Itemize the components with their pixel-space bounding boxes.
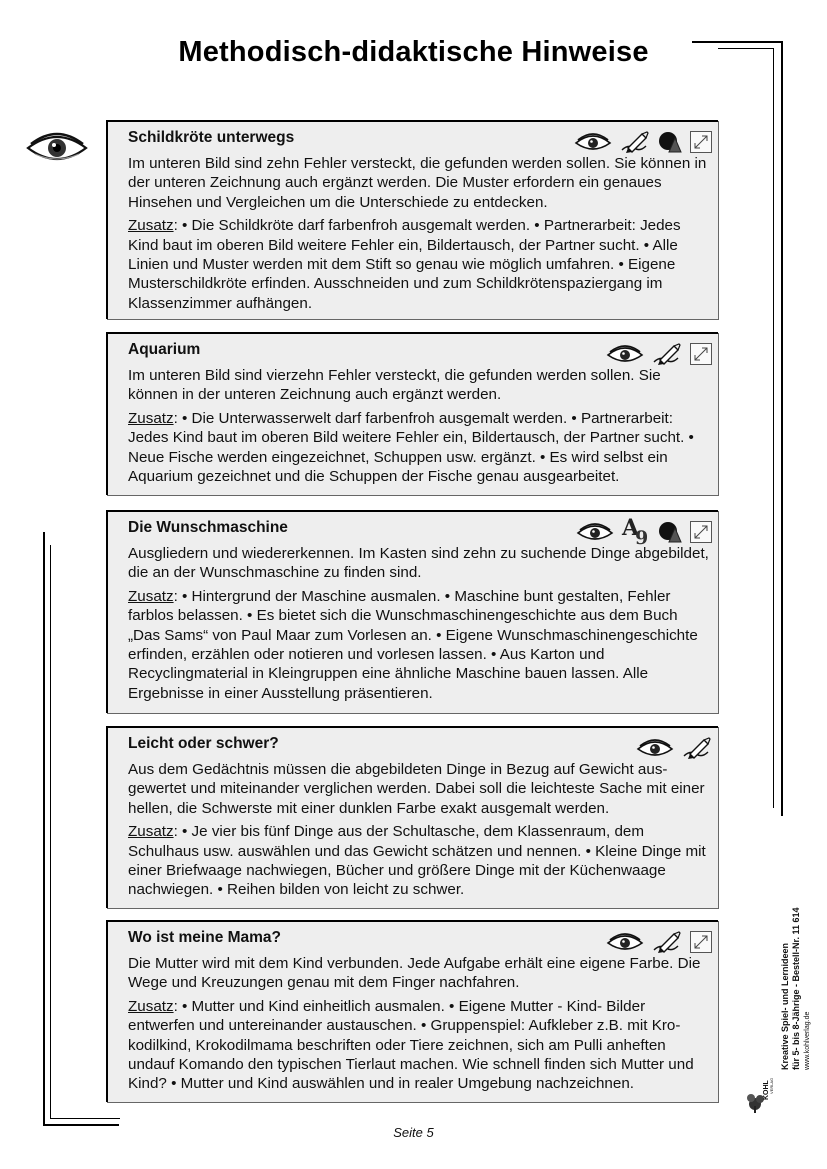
zusatz-text: : • Die Unterwasserwelt darf farbenfroh ausgemalt werden. • Partnerarbeit: Jedes Kind baut im oberen Bild weitere Fehler ein, Bildertausch, der Partner sucht. • Neue Fische werden eingezeichnet, Schuppen usw. ergänzt. • Es wird selbst ein Aquarium gezeichnet und die Schuppen der Fische genau ausgearbeitet. bbox=[128, 409, 694, 486]
section-box bbox=[106, 510, 718, 713]
frame-line-left-inner bbox=[50, 545, 51, 1119]
eye-icon bbox=[576, 521, 614, 543]
publisher-line-3: www.kohlverlag.de bbox=[804, 1011, 811, 1070]
section-icons bbox=[576, 515, 712, 549]
zusatz-text: : • Je vier bis fünf Dinge aus der Schultasche, dem Klassenraum, dem Schulhaus usw. auswählen und das Gewicht schätzen und nennen. • Kleine Dinge mit einer Briefwaage nachwiegen, Bücher und größere Dinge mit der Küchenwaage nachwiegen. • Reihen bilden von leicht zu schwer. bbox=[128, 823, 706, 899]
pencil-icon bbox=[652, 930, 682, 954]
section-title: Leicht oder schwer? bbox=[128, 735, 279, 752]
pencil-icon bbox=[682, 736, 712, 760]
zusatz-label: Zusatz bbox=[128, 823, 174, 841]
section-zusatz bbox=[128, 216, 710, 313]
zusatz-text: : • Hintergrund der Maschine ausmalen. • Maschine bunt gestalten, Fehler farblos belassen. • Es bietet sich die Wunschmaschinengeschichte aus dem Buch „Das Sams“ von Paul Maar zum Vorlesen an. • Eigene Wunschmaschinengeschichte erfinden, erzählen oder notieren und vorlesen lassen. • Aus Karton und Recyclingmaterial in Kleingruppen eine ähnliche Maschine bauen lassen. Alle Ergebnisse in einer Ausstellung präsentieren. bbox=[128, 587, 698, 702]
zusatz-text: : • Mutter und Kind einheitlich ausmalen. • Eigene Mutter - Kind- Bilder entwerfen und untereinander austauschen. • Gruppenspiel: Aufkleber z.B. mit Krokodilkind, Krokodilmama beschriften oder Tiere zeichnen, sich am Pulli anheften undauf Komando den typischen Tierlaut machen. Wie schnell finden sich Mutter und Kind? • Mutter und Kind auswählen und in realer Umgebung nachzeichnen. bbox=[128, 997, 694, 1093]
expand-icon bbox=[690, 131, 712, 153]
section-icons bbox=[606, 340, 712, 368]
letters-numbers-icon bbox=[622, 515, 650, 549]
logo-subtext: VERLAG bbox=[769, 1077, 774, 1094]
pencil-icon bbox=[620, 130, 650, 154]
section-text: Im unteren Bild sind vierzehn Fehler versteckt, die gefunden werden sollen. Sie können in der unteren Zeichnung auch ergänzt werden. bbox=[128, 367, 661, 404]
publisher-logo bbox=[746, 1050, 776, 1114]
expand-icon bbox=[690, 521, 712, 543]
logo-text: KOHL bbox=[763, 1080, 770, 1100]
section-title: Wo ist meine Mama? bbox=[128, 929, 282, 946]
eye-icon bbox=[574, 131, 612, 153]
section-box bbox=[106, 120, 718, 319]
frame-line-top-right-inner bbox=[718, 48, 774, 49]
zusatz-label: Zusatz bbox=[128, 587, 174, 605]
section-zusatz bbox=[128, 997, 710, 1094]
section-text: Ausgliedern und wiedererkennen. Im Kasten sind zehn zu suchende Dinge abgebildet, die an der Wunschmaschine zu finden sind. bbox=[128, 545, 709, 582]
color-icon bbox=[658, 130, 682, 154]
publisher-line-1: Kreative Spiel- und Lernideen bbox=[780, 942, 790, 1070]
section-zusatz bbox=[128, 587, 710, 703]
section-text: Im unteren Bild sind zehn Fehler versteckt, die gefunden werden sollen. Sie können in der unteren Zeichnung auch ergänzt werden. Die Muster erfordern ein genaues Hinsehen und Vergleichen um die Unterschiede zu entdecken. bbox=[128, 155, 707, 211]
pencil-icon bbox=[652, 342, 682, 366]
zusatz-label: Zusatz bbox=[128, 409, 174, 427]
eye-marker-icon bbox=[25, 130, 89, 166]
eye-icon bbox=[606, 343, 644, 365]
section-title: Die Wunschmaschine bbox=[128, 519, 288, 536]
section-text: Aus dem Gedächtnis müssen die abgebildeten Dinge in Bezug auf Gewicht ausgewertet und miteinander verglichen werden. Dabei soll die leichteste Sache mit einer hellen, die Schwerste mit einer dunklen Farbe exakt ausgemalt werden. bbox=[128, 761, 705, 817]
publisher-side-text bbox=[780, 907, 813, 1070]
page-number: Seite 5 bbox=[393, 1125, 434, 1140]
zusatz-label: Zusatz bbox=[128, 217, 174, 235]
zusatz-text: : • Die Schildkröte darf farbenfroh ausgemalt werden. • Partnerarbeit: Jedes Kind baut im oberen Bild weitere Fehler ein, Bildertausch, der Partner sucht. • Alle Linien und Muster werden mit dem Stift so genau wie möglich umfahren. • Eigene Musterschildkröte erfinden. Ausschneiden und zum Schildkrötenspaziergang im Klassenzimmer aufhängen. bbox=[128, 217, 681, 312]
section-title: Aquarium bbox=[128, 341, 201, 358]
section-box bbox=[106, 332, 718, 495]
frame-line-right-inner bbox=[773, 48, 774, 808]
eye-icon bbox=[606, 931, 644, 953]
expand-icon bbox=[690, 931, 712, 953]
page-title: Methodisch-didaktische Hinweise bbox=[178, 36, 649, 68]
az-number: 9 bbox=[635, 527, 649, 549]
expand-icon bbox=[690, 343, 712, 365]
section-icons bbox=[574, 128, 712, 156]
section-box bbox=[106, 920, 718, 1102]
section-title: Schildkröte unterwegs bbox=[128, 129, 295, 146]
frame-line-bottom-inner bbox=[50, 1118, 120, 1119]
eye-icon bbox=[636, 737, 674, 759]
color-icon bbox=[658, 520, 682, 544]
frame-line-left-outer bbox=[43, 532, 45, 1126]
section-icons bbox=[636, 734, 712, 762]
frame-line-right-outer bbox=[781, 41, 783, 816]
section-zusatz bbox=[128, 822, 710, 900]
section-zusatz bbox=[128, 409, 710, 487]
section-box bbox=[106, 726, 718, 908]
section-text: Die Mutter wird mit dem Kind verbunden. Jede Aufgabe erhält eine eigene Farbe. Die Wege und Kreuzungen genau mit dem Finger nachfahren. bbox=[128, 955, 701, 992]
frame-line-top-right-outer bbox=[692, 41, 782, 43]
publisher-line-2: für 5- bis 8-Jährige - Bestell-Nr. 11 614 bbox=[791, 907, 801, 1070]
az-letter: A bbox=[622, 515, 640, 541]
section-icons bbox=[606, 928, 712, 956]
zusatz-label: Zusatz bbox=[128, 997, 174, 1015]
